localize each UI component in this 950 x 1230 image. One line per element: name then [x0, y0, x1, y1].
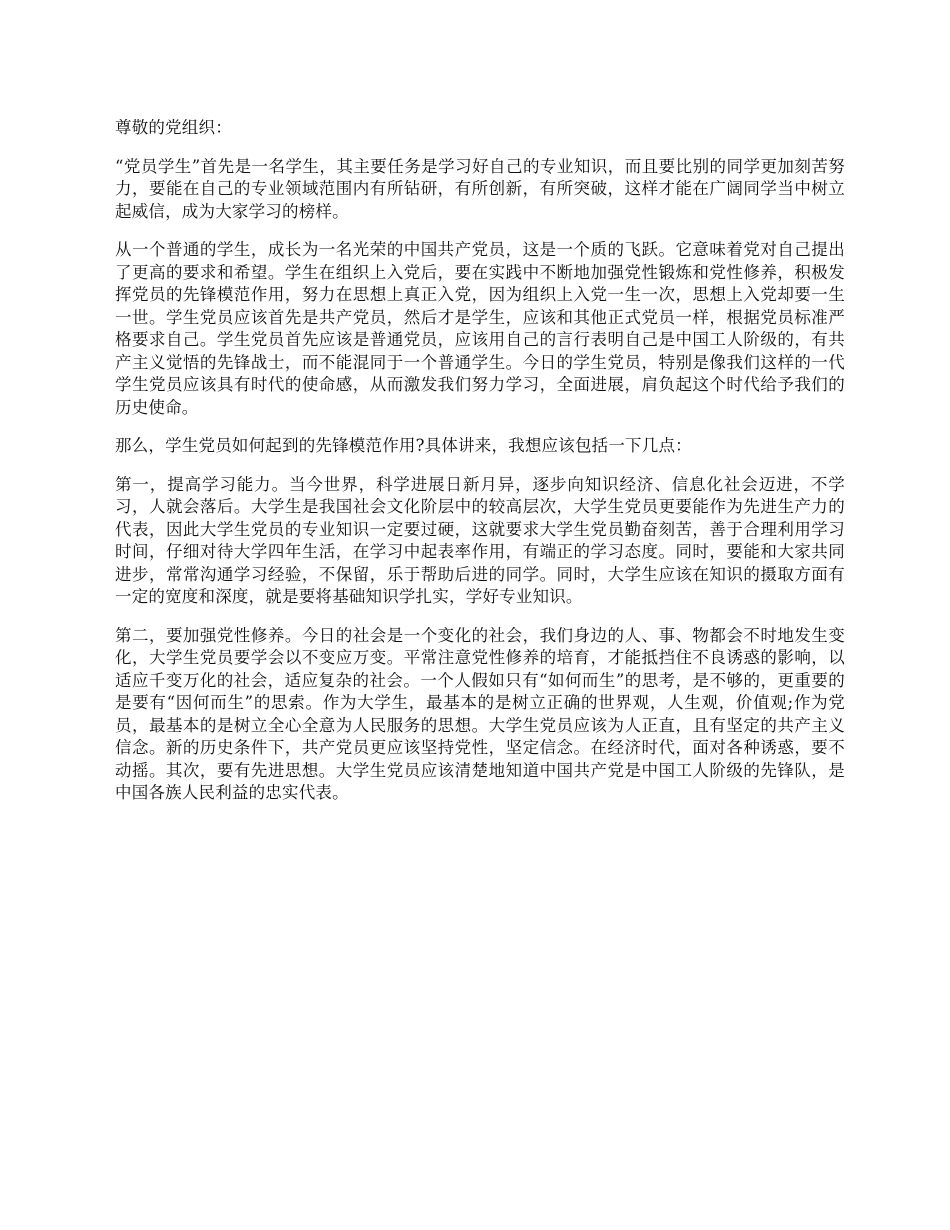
- document-body: [115, 117, 845, 821]
- paragraph-3: 那么，学生党员如何起到的先锋模范作用?具体讲来，我想应该包括一下几点：: [115, 436, 692, 455]
- salutation: 尊敬的党组织：: [115, 118, 232, 137]
- paragraph-4: 第一，提高学习能力。当今世界，科学进展日新月异，逐步向知识经济、信息化社会迈进，不学习，人就会落后。大学生是我国社会文化阶层中的较高层次，大学生党员更要能作为先进生产力的代表，因此大学生党员的专业知识一定要过硬，这就要求大学生党员勤奋刻苦，善于合理利用学习时间，仔细对待大学四年生活，在学习中起表率作用，有端正的学习态度。同时，要能和大家共同进步，常常沟通学习经验，不保留，乐于帮助后进的同学。同时，大学生应该在知识的摄取方面有一定的宽度和深度，就是要将基础知识学扎实，学好专业知识。: [115, 474, 845, 606]
- paragraph-5: 第二，要加强党性修养。今日的社会是一个变化的社会，我们身边的人、事、物都会不时地发生变化，大学生党员要学会以不变应万变。平常注意党性修养的培育，才能抵挡住不良诱惑的影响，以适应千变万化的社会，适应复杂的社会。一个人假如只有“如何而生”的思考，是不够的，更重要的是要有“因何而生”的思索。作为大学生，最基本的是树立正确的世界观，人生观，价值观;作为党员，最基本的是树立全心全意为人民服务的思想。大学生党员应该为人正直，且有坚定的共产主义信念。新的历史条件下，共产党员更应该坚持党性，坚定信念。在经济时代，面对各种诱惑，要不动摇。其次，要有先进思想。大学生党员应该清楚地知道中国共产党是中国工人阶级的先锋队，是中国各族人民利益的忠实代表。: [115, 625, 845, 802]
- paragraph-2: 从一个普通的学生，成长为一名光荣的中国共产党员，这是一个质的飞跃。它意味着党对自己提出了更高的要求和希望。学生在组织上入党后，要在实践中不断地加强党性锻炼和党性修养，积极发挥党员的先锋模范作用，努力在思想上真正入党，因为组织上入党一生一次，思想上入党却要一生一世。学生党员应该首先是共产党员，然后才是学生，应该和其他正式党员一样，根据党员标准严格要求自己。学生党员首先应该是普通党员，应该用自己的言行表明自己是中国工人阶级的，有共产主义觉悟的先锋战士，而不能混同于一个普通学生。今日的学生党员，特别是像我们这样的一代学生党员应该具有时代的使命感，从而激发我们努力学习，全面进展，肩负起这个时代给予我们的历史使命。: [115, 240, 845, 417]
- paragraph-1: “党员学生”首先是一名学生，其主要任务是学习好自己的专业知识，而且要比别的同学更加刻苦努力，要能在自己的专业领域范围内有所钻研，有所创新，有所突破，这样才能在广阔同学当中树立起威信，成为大家学习的榜样。: [115, 156, 845, 221]
